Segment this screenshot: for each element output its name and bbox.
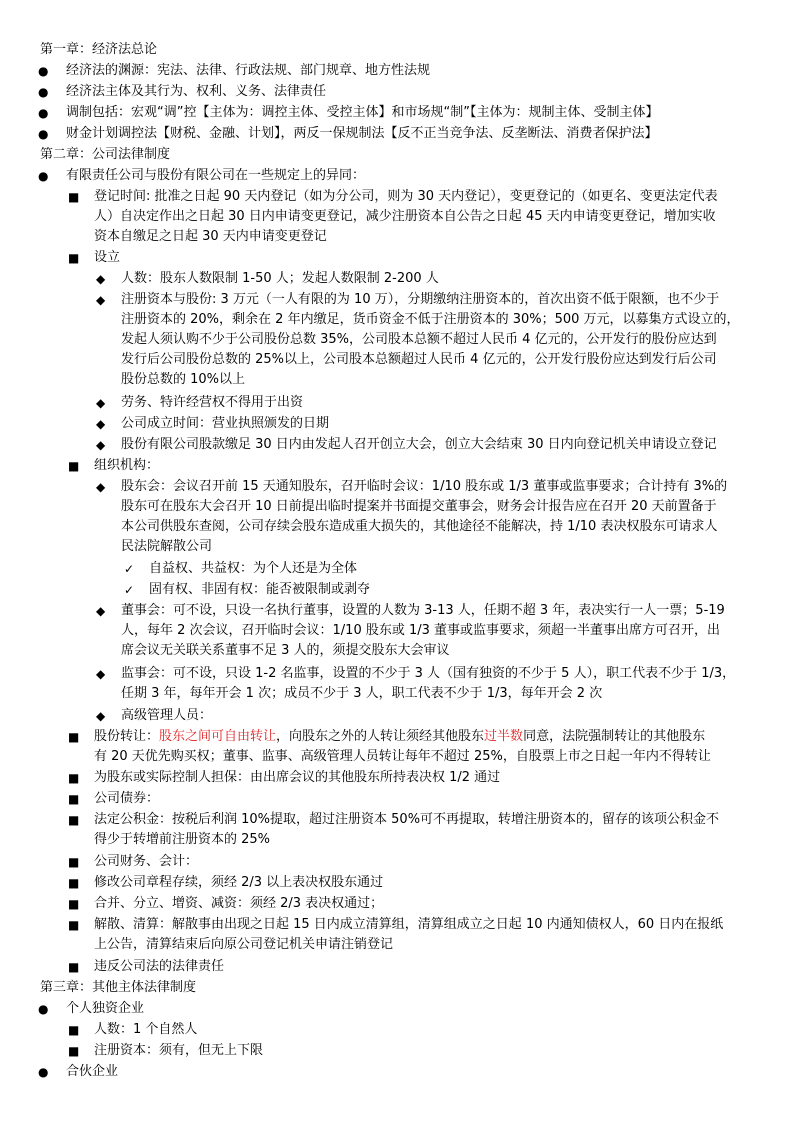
bullet-diamond: ◆ [96,667,106,681]
bullet-square: ■ [68,897,80,911]
setup-people: 人数：股东人数限制 1-50 人；发起人数限制 2-200 人 [121,271,439,286]
transfer-text-end: 同意，法院强制转让的其他股东 [523,729,706,744]
chapter-1-heading: 第一章：经济法总论 [40,42,158,57]
setup-capital-line-3: 发起人须认购不少于公司股份总数 35%，公司股本总额不超过人民币 4 亿元的，公开发行的股份应达到 [121,332,717,347]
board-line-3: 席会议无关联关系董事不足 3 人的，须提交股东大会审议 [121,643,450,658]
bullet-dot: ● [38,1065,49,1079]
liability: 违反公司法的法律责任 [94,959,225,974]
bullet-diamond: ◆ [96,604,106,618]
setup-founded: 公司成立时间：营业执照颁发的日期 [121,416,330,431]
reserve-line-1: 法定公积金：按税后利润 10%提取，超过注册资本 50%可不再提取，转增注册资本的，留存的该项公积金不 [94,812,720,827]
dissolve-line-2: 上公告，清算结束后向原公司登记机关申请注销登记 [94,937,394,952]
bullet-dot: ● [38,64,49,78]
bullet-square: ■ [68,960,80,974]
bullet-square: ■ [68,459,80,473]
transfer-line-2: 有 20 天优先购买权；董事、监事、高级管理人员转让每年不超过 25%，自股票上市之日起一年内不得转让 [94,749,711,764]
rights-inherent: 固有权、非固有权：能否被限制或剥夺 [149,582,371,597]
bullet-square: ■ [68,190,80,204]
bullet-diamond: ◆ [96,709,106,723]
transfer-text: ，向股东之外的人转让须经其他股东 [276,729,485,744]
bullet-square: ■ [68,251,80,265]
bullet-diamond: ◆ [96,438,106,452]
ch1-item-regulation: 调制包括：宏观“调”控【主体为：调控主体、受控主体】和市场规“制”【主体为：规制主体、受制主体】 [66,105,659,120]
bullet-dot: ● [38,169,49,183]
setup-capital-line-5: 股份总数的 10%以上 [121,372,246,387]
ch2-intro: 有限责任公司与股份有限公司在一些规定上的异同： [66,168,366,183]
bullet-square: ■ [68,1023,80,1037]
amend: 修改公司章程存续，须经 2/3 以上表决权股东通过 [94,875,384,890]
bullet-square: ■ [68,813,80,827]
finance: 公司财务、会计： [94,854,199,869]
bullet-dot: ● [38,127,49,141]
setup-labor: 劳务、特许经营权不得用于出资 [121,395,304,410]
bullet-square: ■ [68,855,80,869]
merge: 合并、分立、增资、减资：须经 2/3 表决权通过； [94,896,384,911]
transfer-highlight-majority: 过半数 [484,729,524,744]
bullet-square: ■ [68,918,80,932]
ch1-item-finance-plan: 财金计划调控法【财税、金融、计划】，两反一保规制法【反不正当竞争法、反垄断法、消费者保护法】 [66,126,658,141]
transfer-line-1 [94,727,705,748]
bullet-square: ■ [68,771,80,785]
setup-capital-line-1: 注册资本与股份: 3 万元（一人有限的为 10 万），分期缴纳注册资本的，首次出资不低于限额，也不少于 [121,292,720,307]
bullet-diamond: ◆ [96,396,106,410]
setup-capital-line-4: 发行后公司股份总数的 25%以上，公司股本总额超过人民币 4 亿元的，公开发行股份应达到发行后公司 [121,352,717,367]
reserve-line-2: 得少于转增前注册资本的 25% [94,832,271,847]
registration-line-1: 登记时间: 批准之日起 90 天内登记（如为分公司，则为 30 天内登记），变更登记的（如更名、变更法定代表 [94,189,718,204]
managers: 高级管理人员： [121,708,213,723]
shareholders-line-1: 股东会：会议召开前 15 天通知股东，召开临时会议：1/10 股东或 1/3 董事或监事要求；合计持有 3%的 [121,479,728,494]
bullet-dot: ● [38,85,49,99]
bullet-diamond: ◆ [96,417,106,431]
chapter-2-heading: 第二章：公司法律制度 [40,147,171,162]
bullet-square: ■ [68,876,80,890]
shareholders-line-2: 股东可在股东大会召开 10 日前提出临时提案并书面提交董事会，财务会计报告应在召开 20 天前置备于 [121,499,717,514]
check-icon: ✓ [124,562,135,576]
bonds: 公司债券： [94,791,160,806]
check-icon: ✓ [124,583,135,597]
transfer-highlight-free: 股东之间可自由转让 [159,729,277,744]
bullet-square: ■ [68,792,80,806]
chapter-3-heading: 第三章：其他主体法律制度 [40,980,197,995]
bullet-square: ■ [68,730,80,744]
supervisors-line-2: 任期 3 年，每年开会 1 次；成员不少于 3 人，职工代表不少于 1/3，每年开会 2 次 [121,686,603,701]
board-line-2: 人，每年 2 次会议，召开临时会议：1/10 股东或 1/3 董事或监事要求，须超一半董事出席方可召开，出 [121,623,721,638]
dissolve-line-1: 解散、清算：解散事由出现之日起 15 日内成立清算组，清算组成立之日起 10 内通知债权人，60 日内在报纸 [94,917,724,932]
guarantee: 为股东或实际控制人担保：由出席会议的其他股东所持表决权 1/2 通过 [94,770,501,785]
setup-heading: 设立 [94,250,121,265]
registration-line-3: 资本自缴足之日起 30 天内申请变更登记 [94,229,327,244]
shareholders-line-4: 民法院解散公司 [121,539,213,554]
transfer-label: 股份转让： [94,729,160,744]
setup-capital-line-2: 注册资本的 20%，剩余在 2 年内缴足，货币资金不低于注册资本的 30%；500 万元，以募集方式设立的， [121,312,740,327]
rights-self-common: 自益权、共益权：为个人还是为全体 [149,561,358,576]
org-heading: 组织机构： [94,458,160,473]
ch1-item-sources: 经济法的渊源：宪法、法律、行政法规、部门规章、地方性法规 [66,63,431,78]
sole-capital: 注册资本：须有，但无上下限 [94,1043,264,1058]
bullet-dot: ● [38,106,49,120]
bullet-dot: ● [38,1002,49,1016]
registration-line-2: 人）自决定作出之日起 30 日内申请变更登记，减少注册资本自公告之日起 45 天内申请变更登记，增加实收 [94,209,716,224]
shareholders-line-3: 本公司供股东查阅，公司存续会股东造成重大损失的，其他途径不能解决，持 1/10 表决权股东可请求人 [121,519,718,534]
bullet-diamond: ◆ [96,293,106,307]
sole-people: 人数：1 个自然人 [94,1022,198,1037]
setup-assembly: 股份有限公司股款缴足 30 日内由发起人召开创立大会，创立大会结束 30 日内向登记机关申请设立登记 [121,437,717,452]
board-line-1: 董事会：可不设，只设一名执行董事，设置的人数为 3-13 人，任期不超 3 年，表决实行一人一票；5-19 [121,603,725,618]
supervisors-line-1: 监事会：可不设，只设 1-2 名监事，设置的不少于 3 人（国有独资的不少于 5 人），职工代表不少于 1/3， [121,666,736,681]
sole-proprietorship: 个人独资企业 [66,1001,145,1016]
bullet-diamond: ◆ [96,480,106,494]
bullet-diamond: ◆ [96,272,106,286]
ch1-item-subjects: 经济法主体及其行为、权利、义务、法律责任 [66,84,327,99]
bullet-square: ■ [68,1044,80,1058]
partnership: 合伙企业 [66,1064,119,1079]
